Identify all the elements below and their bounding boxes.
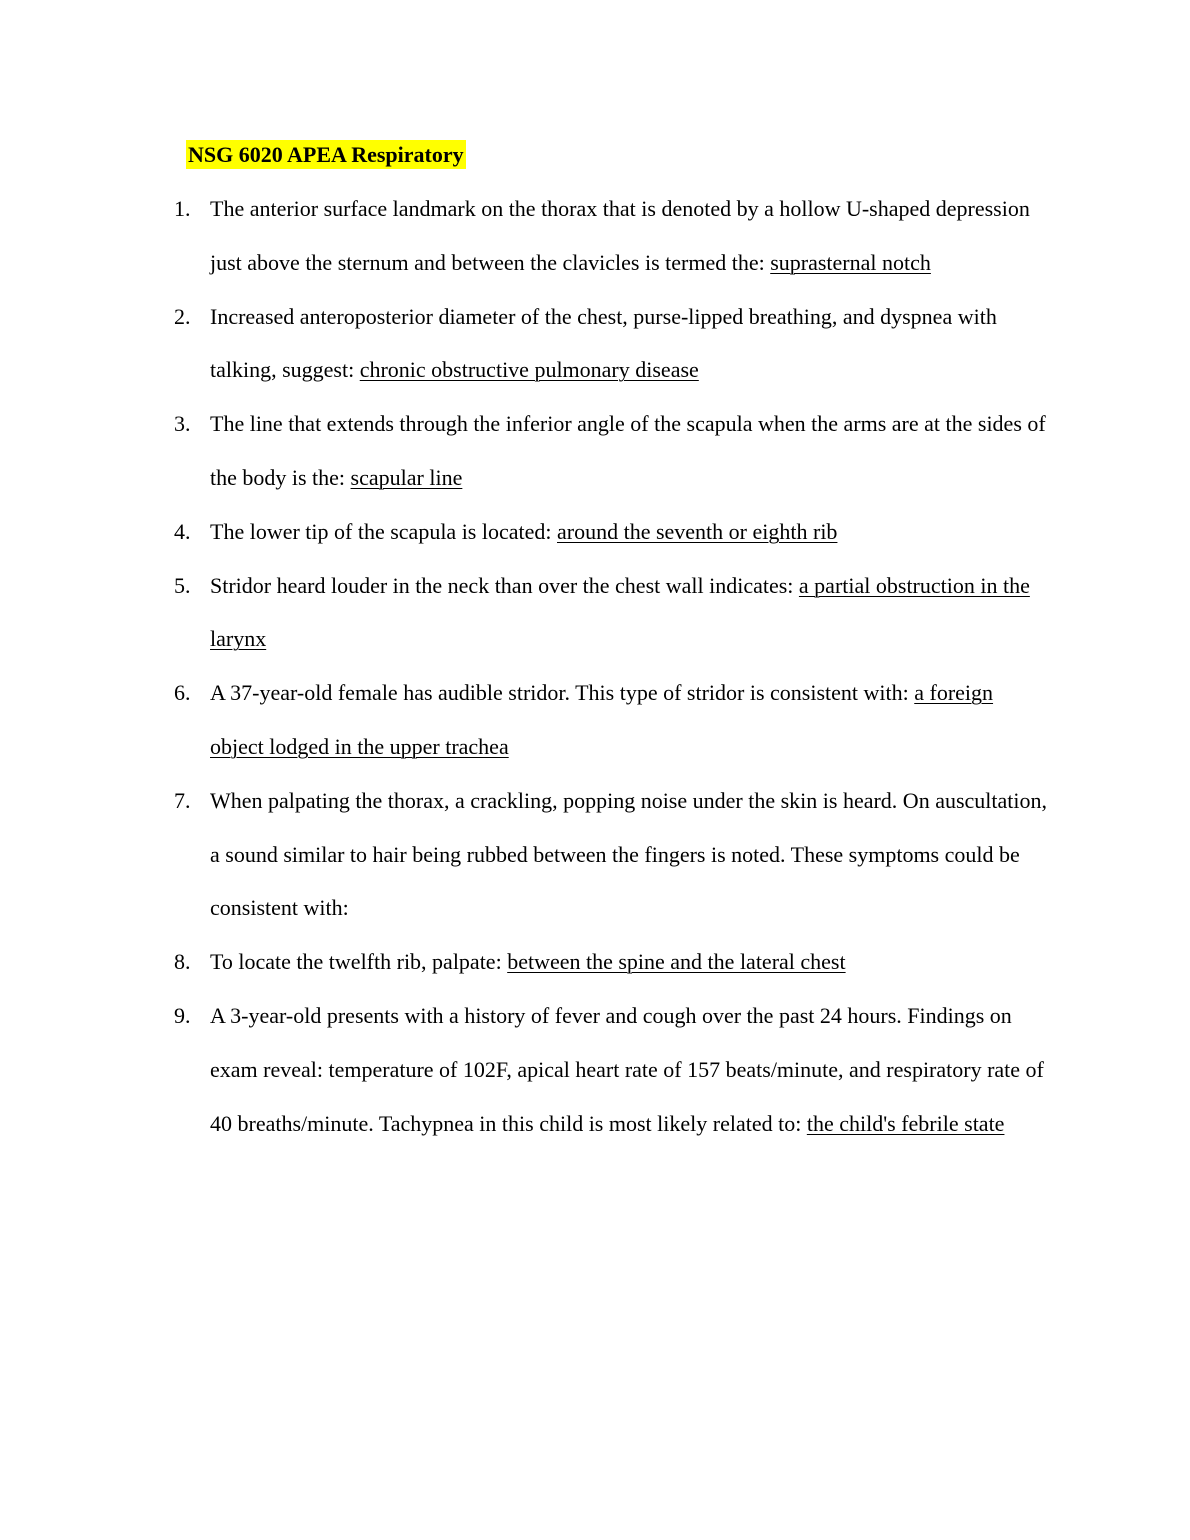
question-item [0, 774, 1190, 935]
question-prompt: The anterior surface landmark on the thorax that is denoted by a hollow U-shaped depression just above the sternum and between the clavicles is termed the: [210, 196, 1030, 275]
question-text [210, 774, 1050, 935]
question-prompt: When palpating the thorax, a crackling, popping noise under the skin is heard. On auscultation, a sound similar to hair being rubbed between the fingers is noted. These symptoms could be consistent with: [210, 787, 1047, 921]
question-text [210, 182, 1050, 290]
question-number: 5. [174, 572, 191, 598]
question-list [0, 182, 1190, 1150]
question-text [210, 935, 1050, 989]
question-item [0, 989, 1190, 1150]
question-answer: scapular line [350, 464, 463, 490]
question-answer: between the spine and the lateral chest [507, 949, 846, 975]
question-number: 4. [174, 518, 191, 544]
question-item [0, 182, 1190, 290]
question-prompt: A 3-year-old presents with a history of fever and cough over the past 24 hours. Findings on exam reveal: temperature of 102F, apical heart rate of 157 beats/minute, and respiratory rate of 40 breaths/minute. Tachypnea in this child is most likely related to: [210, 1002, 1044, 1136]
question-text [210, 559, 1050, 667]
question-number: 3. [174, 411, 191, 437]
question-prompt: Stridor heard louder in the neck than over the chest wall indicates: [210, 572, 799, 598]
question-answer: a foreign object lodged in the upper trachea [210, 680, 994, 759]
question-text [210, 505, 1050, 559]
question-prompt: The line that extends through the inferior angle of the scapula when the arms are at the sides of the body is the: [210, 411, 1046, 490]
question-answer: the child's febrile state [806, 1110, 1005, 1136]
question-text [210, 397, 1050, 505]
question-answer: a partial obstruction in the larynx [210, 572, 1030, 652]
question-answer: chronic obstructive pulmonary disease [359, 357, 699, 383]
question-item [0, 666, 1190, 774]
question-prompt: A 37-year-old female has audible stridor. This type of stridor is consistent with: [210, 680, 915, 706]
question-text [210, 666, 1050, 774]
question-item [0, 559, 1190, 667]
question-item [0, 290, 1190, 398]
question-item [0, 397, 1190, 505]
question-prompt: Increased anteroposterior diameter of the chest, purse-lipped breathing, and dyspnea with talking, suggest: [210, 303, 997, 383]
question-prompt: The lower tip of the scapula is located: [210, 518, 557, 544]
question-number: 7. [174, 787, 191, 813]
question-number: 9. [174, 1002, 191, 1028]
question-number: 8. [174, 949, 191, 975]
question-number: 6. [174, 680, 191, 706]
question-item [0, 505, 1190, 559]
document-title: NSG 6020 APEA Respiratory [188, 142, 464, 167]
question-text [210, 290, 1050, 398]
question-number: 2. [174, 303, 191, 329]
question-prompt: To locate the twelfth rib, palpate: [210, 949, 508, 975]
question-answer: suprasternal notch [770, 249, 931, 275]
question-text [210, 989, 1050, 1150]
question-number: 1. [174, 196, 191, 221]
question-item [0, 935, 1190, 989]
question-answer: around the seventh or eighth rib [557, 518, 838, 544]
